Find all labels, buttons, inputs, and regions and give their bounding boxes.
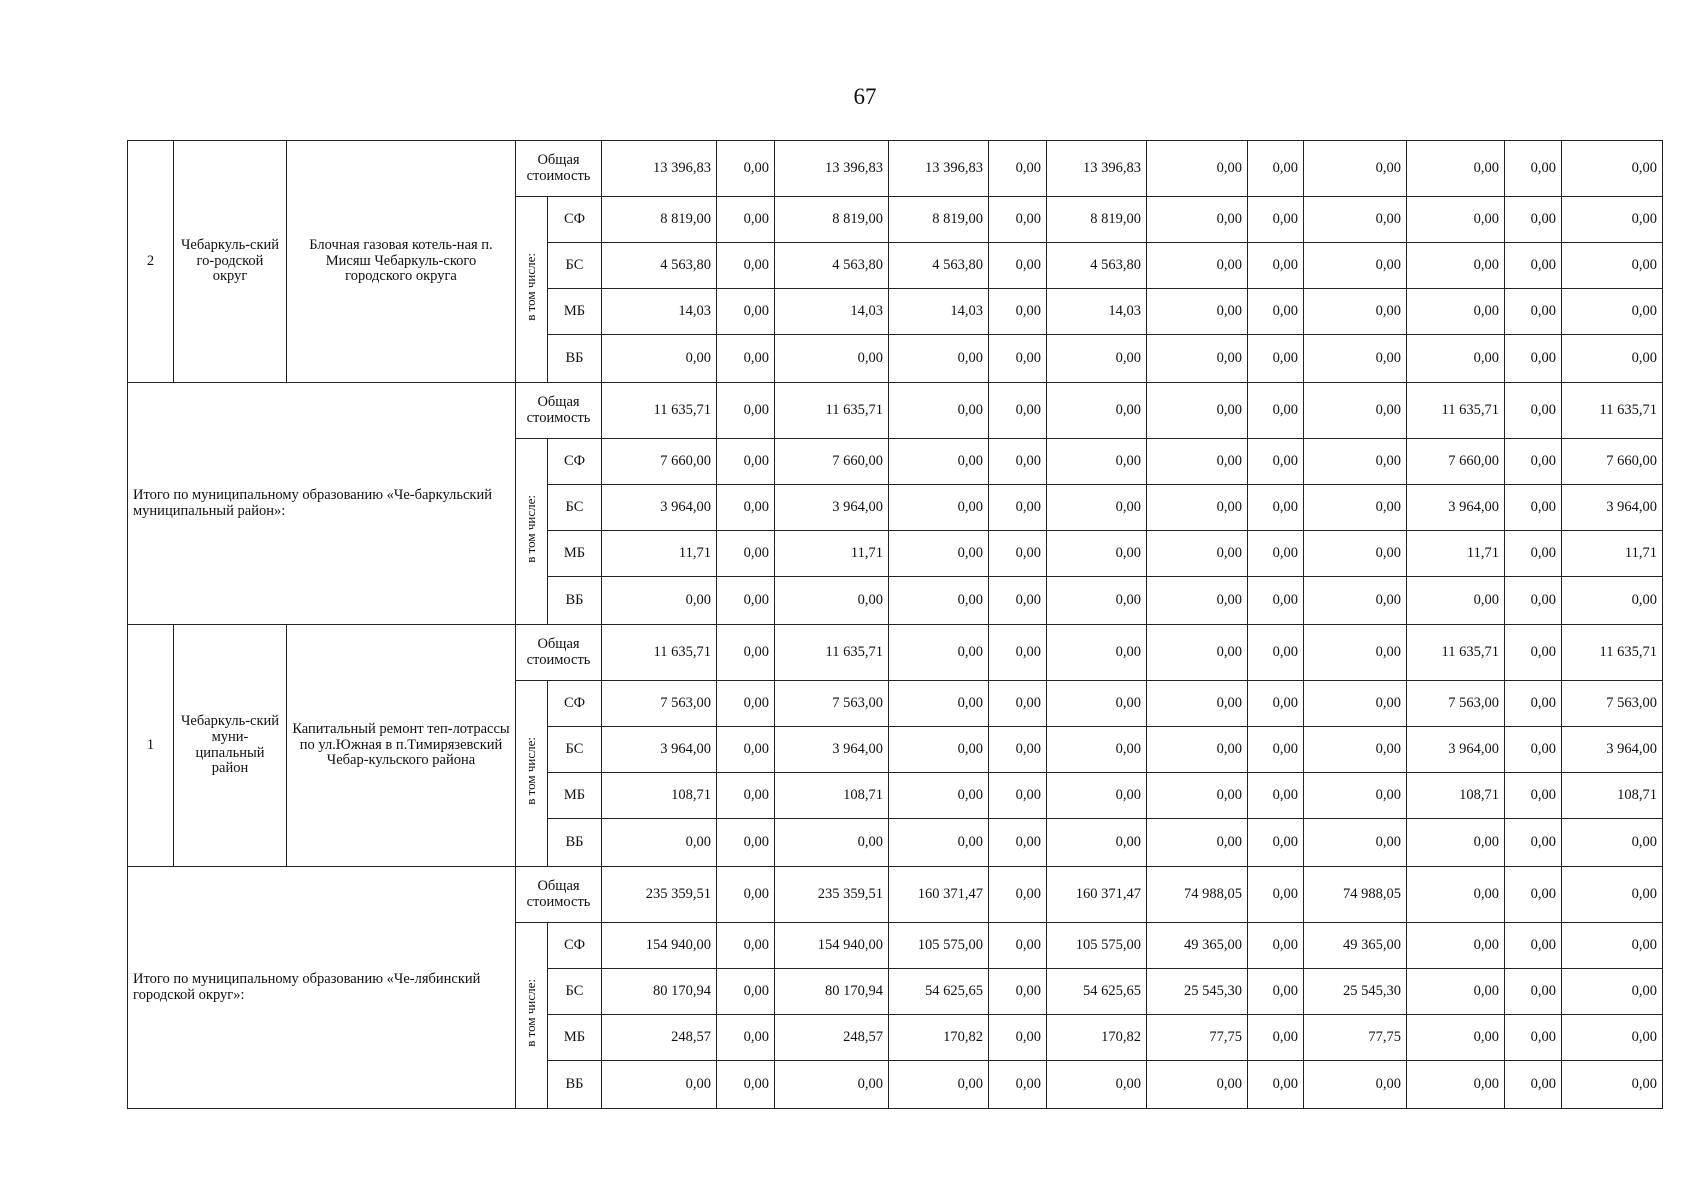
value-cell: 0,00 <box>1407 577 1505 625</box>
value-cell: 14,03 <box>775 289 889 335</box>
value-cell: 0,00 <box>1505 485 1562 531</box>
value-cell: 0,00 <box>602 1061 717 1109</box>
value-cell: 0,00 <box>889 681 989 727</box>
value-cell: 0,00 <box>717 243 775 289</box>
value-cell: 160 371,47 <box>1047 867 1147 923</box>
value-cell: 0,00 <box>1047 531 1147 577</box>
page-number: 67 <box>853 84 877 109</box>
value-cell: 7 563,00 <box>1407 681 1505 727</box>
total-cost-label: Общая стоимость <box>516 383 602 439</box>
value-cell: 0,00 <box>1304 243 1407 289</box>
value-cell: 0,00 <box>1562 969 1663 1015</box>
value-cell: 3 964,00 <box>602 727 717 773</box>
value-cell: 8 819,00 <box>889 197 989 243</box>
value-cell: 49 365,00 <box>1304 923 1407 969</box>
value-cell: 14,03 <box>602 289 717 335</box>
funding-source: СФ <box>548 439 602 485</box>
value-cell: 0,00 <box>1407 1015 1505 1061</box>
value-cell: 11 635,71 <box>602 625 717 681</box>
including-label <box>516 439 548 625</box>
funding-source: МБ <box>548 1015 602 1061</box>
value-cell: 0,00 <box>717 289 775 335</box>
value-cell: 0,00 <box>889 383 989 439</box>
value-cell: 0,00 <box>1147 197 1248 243</box>
value-cell: 4 563,80 <box>775 243 889 289</box>
value-cell: 0,00 <box>1147 727 1248 773</box>
value-cell: 235 359,51 <box>775 867 889 923</box>
value-cell: 0,00 <box>1304 773 1407 819</box>
value-cell: 0,00 <box>989 969 1047 1015</box>
value-cell: 13 396,83 <box>889 141 989 197</box>
value-cell: 0,00 <box>1248 243 1304 289</box>
value-cell: 0,00 <box>717 1015 775 1061</box>
value-cell: 13 396,83 <box>602 141 717 197</box>
value-cell: 0,00 <box>1304 681 1407 727</box>
value-cell: 0,00 <box>1147 335 1248 383</box>
value-cell: 0,00 <box>989 923 1047 969</box>
value-cell: 0,00 <box>1505 141 1562 197</box>
value-cell: 0,00 <box>1407 819 1505 867</box>
table-row <box>128 625 1663 681</box>
value-cell: 80 170,94 <box>602 969 717 1015</box>
value-cell: 0,00 <box>717 197 775 243</box>
value-cell: 108,71 <box>1407 773 1505 819</box>
value-cell: 0,00 <box>1147 625 1248 681</box>
value-cell: 49 365,00 <box>1147 923 1248 969</box>
value-cell: 160 371,47 <box>889 867 989 923</box>
value-cell: 0,00 <box>1505 923 1562 969</box>
value-cell: 7 660,00 <box>775 439 889 485</box>
value-cell: 0,00 <box>1304 1061 1407 1109</box>
value-cell: 8 819,00 <box>775 197 889 243</box>
value-cell: 0,00 <box>775 819 889 867</box>
value-cell: 0,00 <box>989 819 1047 867</box>
funding-source: БС <box>548 727 602 773</box>
value-cell: 0,00 <box>775 1061 889 1109</box>
value-cell: 0,00 <box>889 773 989 819</box>
value-cell: 3 964,00 <box>775 727 889 773</box>
including-text: в том числе: <box>523 495 539 563</box>
value-cell: 0,00 <box>1505 439 1562 485</box>
value-cell: 0,00 <box>889 439 989 485</box>
funding-source: МБ <box>548 773 602 819</box>
value-cell: 0,00 <box>1248 923 1304 969</box>
value-cell: 0,00 <box>602 819 717 867</box>
value-cell: 0,00 <box>1147 439 1248 485</box>
value-cell: 0,00 <box>1047 383 1147 439</box>
total-row <box>128 867 1663 923</box>
value-cell: 0,00 <box>1147 773 1248 819</box>
value-cell: 0,00 <box>1147 485 1248 531</box>
value-cell: 0,00 <box>1248 335 1304 383</box>
funding-source: БС <box>548 485 602 531</box>
value-cell: 0,00 <box>1248 773 1304 819</box>
value-cell: 0,00 <box>1147 819 1248 867</box>
value-cell: 0,00 <box>1505 819 1562 867</box>
table-body <box>128 141 1663 1109</box>
value-cell: 0,00 <box>1505 1015 1562 1061</box>
value-cell: 14,03 <box>1047 289 1147 335</box>
value-cell: 11 635,71 <box>1562 383 1663 439</box>
value-cell: 0,00 <box>1248 1015 1304 1061</box>
value-cell: 0,00 <box>989 243 1047 289</box>
value-cell: 0,00 <box>1047 335 1147 383</box>
table-row <box>128 141 1663 197</box>
value-cell: 0,00 <box>717 577 775 625</box>
value-cell: 0,00 <box>1562 141 1663 197</box>
value-cell: 77,75 <box>1147 1015 1248 1061</box>
value-cell: 108,71 <box>775 773 889 819</box>
value-cell: 0,00 <box>889 819 989 867</box>
value-cell: 0,00 <box>1505 681 1562 727</box>
value-cell: 25 545,30 <box>1304 969 1407 1015</box>
including-text: в том числе: <box>523 979 539 1047</box>
value-cell: 0,00 <box>989 681 1047 727</box>
value-cell: 0,00 <box>1562 867 1663 923</box>
value-cell: 0,00 <box>1248 485 1304 531</box>
value-cell: 0,00 <box>1407 335 1505 383</box>
value-cell: 0,00 <box>1505 531 1562 577</box>
value-cell: 0,00 <box>1147 383 1248 439</box>
value-cell: 0,00 <box>717 867 775 923</box>
funding-source: ВБ <box>548 1061 602 1109</box>
funding-source: МБ <box>548 531 602 577</box>
value-cell: 0,00 <box>1047 819 1147 867</box>
value-cell: 7 563,00 <box>1562 681 1663 727</box>
value-cell: 0,00 <box>717 773 775 819</box>
value-cell: 105 575,00 <box>889 923 989 969</box>
value-cell: 154 940,00 <box>602 923 717 969</box>
value-cell: 0,00 <box>1505 867 1562 923</box>
value-cell: 0,00 <box>717 819 775 867</box>
value-cell: 0,00 <box>717 625 775 681</box>
value-cell: 0,00 <box>1562 577 1663 625</box>
value-cell: 0,00 <box>775 335 889 383</box>
value-cell: 8 819,00 <box>1047 197 1147 243</box>
value-cell: 0,00 <box>1304 625 1407 681</box>
value-cell: 0,00 <box>1248 681 1304 727</box>
funding-source: ВБ <box>548 819 602 867</box>
value-cell: 11 635,71 <box>1562 625 1663 681</box>
total-title: Итого по муниципальному образованию «Че-лябинский городской округ»: <box>128 867 516 1109</box>
value-cell: 0,00 <box>1248 197 1304 243</box>
value-cell: 25 545,30 <box>1147 969 1248 1015</box>
funding-source: СФ <box>548 681 602 727</box>
value-cell: 170,82 <box>889 1015 989 1061</box>
funding-source: МБ <box>548 289 602 335</box>
value-cell: 7 563,00 <box>602 681 717 727</box>
value-cell: 0,00 <box>1505 727 1562 773</box>
value-cell: 0,00 <box>989 1015 1047 1061</box>
row-index: 2 <box>128 141 174 383</box>
value-cell: 0,00 <box>989 1061 1047 1109</box>
value-cell: 11 635,71 <box>775 383 889 439</box>
value-cell: 0,00 <box>1304 727 1407 773</box>
value-cell: 170,82 <box>1047 1015 1147 1061</box>
value-cell: 0,00 <box>1505 1061 1562 1109</box>
value-cell: 0,00 <box>1248 531 1304 577</box>
value-cell: 7 660,00 <box>1562 439 1663 485</box>
value-cell: 0,00 <box>989 439 1047 485</box>
row-index: 1 <box>128 625 174 867</box>
value-cell: 0,00 <box>1505 383 1562 439</box>
value-cell: 0,00 <box>1407 969 1505 1015</box>
value-cell: 0,00 <box>889 1061 989 1109</box>
value-cell: 0,00 <box>989 867 1047 923</box>
municipality-name: Чебаркуль-ский муни-ципальный район <box>174 625 287 867</box>
value-cell: 0,00 <box>889 531 989 577</box>
value-cell: 0,00 <box>1047 485 1147 531</box>
value-cell: 0,00 <box>717 141 775 197</box>
value-cell: 7 563,00 <box>775 681 889 727</box>
value-cell: 0,00 <box>1248 1061 1304 1109</box>
value-cell: 0,00 <box>989 289 1047 335</box>
value-cell: 0,00 <box>1248 141 1304 197</box>
value-cell: 0,00 <box>989 335 1047 383</box>
value-cell: 0,00 <box>1304 289 1407 335</box>
municipality-name: Чебаркуль-ский го-родской округ <box>174 141 287 383</box>
value-cell: 0,00 <box>889 335 989 383</box>
value-cell: 0,00 <box>1147 681 1248 727</box>
value-cell: 8 819,00 <box>602 197 717 243</box>
funding-source: ВБ <box>548 577 602 625</box>
value-cell: 0,00 <box>717 335 775 383</box>
value-cell: 0,00 <box>717 681 775 727</box>
value-cell: 0,00 <box>989 485 1047 531</box>
value-cell: 0,00 <box>989 773 1047 819</box>
value-cell: 0,00 <box>1505 577 1562 625</box>
value-cell: 11 635,71 <box>602 383 717 439</box>
value-cell: 108,71 <box>602 773 717 819</box>
value-cell: 0,00 <box>1562 335 1663 383</box>
total-cost-label: Общая стоимость <box>516 867 602 923</box>
value-cell: 4 563,80 <box>889 243 989 289</box>
value-cell: 0,00 <box>1248 969 1304 1015</box>
value-cell: 0,00 <box>989 531 1047 577</box>
value-cell: 0,00 <box>889 485 989 531</box>
value-cell: 0,00 <box>889 625 989 681</box>
value-cell: 11,71 <box>775 531 889 577</box>
value-cell: 0,00 <box>989 383 1047 439</box>
value-cell: 0,00 <box>1047 1061 1147 1109</box>
value-cell: 0,00 <box>1562 1015 1663 1061</box>
value-cell: 0,00 <box>1407 1061 1505 1109</box>
value-cell: 0,00 <box>1304 197 1407 243</box>
value-cell: 0,00 <box>717 969 775 1015</box>
value-cell: 0,00 <box>989 577 1047 625</box>
value-cell: 4 563,80 <box>1047 243 1147 289</box>
value-cell: 77,75 <box>1304 1015 1407 1061</box>
including-label <box>516 923 548 1109</box>
including-label <box>516 197 548 383</box>
total-cost-label: Общая стоимость <box>516 625 602 681</box>
value-cell: 7 660,00 <box>602 439 717 485</box>
value-cell: 74 988,05 <box>1147 867 1248 923</box>
value-cell: 0,00 <box>1562 923 1663 969</box>
value-cell: 13 396,83 <box>1047 141 1147 197</box>
value-cell: 0,00 <box>1505 969 1562 1015</box>
value-cell: 0,00 <box>717 485 775 531</box>
value-cell: 3 964,00 <box>1562 485 1663 531</box>
value-cell: 0,00 <box>1248 625 1304 681</box>
value-cell: 3 964,00 <box>775 485 889 531</box>
value-cell: 0,00 <box>1248 867 1304 923</box>
value-cell: 11 635,71 <box>1407 625 1505 681</box>
value-cell: 0,00 <box>1505 289 1562 335</box>
value-cell: 80 170,94 <box>775 969 889 1015</box>
value-cell: 0,00 <box>717 531 775 577</box>
value-cell: 235 359,51 <box>602 867 717 923</box>
value-cell: 0,00 <box>1304 383 1407 439</box>
value-cell: 0,00 <box>1147 1061 1248 1109</box>
budget-table <box>127 140 1663 1109</box>
value-cell: 13 396,83 <box>775 141 889 197</box>
total-row <box>128 383 1663 439</box>
value-cell: 0,00 <box>717 1061 775 1109</box>
value-cell: 0,00 <box>1505 335 1562 383</box>
value-cell: 0,00 <box>1248 577 1304 625</box>
funding-source: БС <box>548 243 602 289</box>
value-cell: 0,00 <box>717 383 775 439</box>
value-cell: 0,00 <box>1562 1061 1663 1109</box>
value-cell: 0,00 <box>717 439 775 485</box>
value-cell: 0,00 <box>1047 439 1147 485</box>
value-cell: 0,00 <box>1304 141 1407 197</box>
value-cell: 0,00 <box>1147 141 1248 197</box>
total-title: Итого по муниципальному образованию «Че-баркульский муниципальный район»: <box>128 383 516 625</box>
value-cell: 0,00 <box>989 141 1047 197</box>
value-cell: 0,00 <box>989 727 1047 773</box>
value-cell: 0,00 <box>1505 773 1562 819</box>
value-cell: 0,00 <box>717 923 775 969</box>
value-cell: 0,00 <box>1047 625 1147 681</box>
value-cell: 0,00 <box>1147 243 1248 289</box>
value-cell: 0,00 <box>889 577 989 625</box>
value-cell: 3 964,00 <box>1407 727 1505 773</box>
value-cell: 0,00 <box>1407 197 1505 243</box>
value-cell: 0,00 <box>889 727 989 773</box>
funding-source: СФ <box>548 923 602 969</box>
value-cell: 11 635,71 <box>1407 383 1505 439</box>
value-cell: 0,00 <box>1248 727 1304 773</box>
value-cell: 248,57 <box>602 1015 717 1061</box>
funding-source: БС <box>548 969 602 1015</box>
value-cell: 54 625,65 <box>889 969 989 1015</box>
value-cell: 0,00 <box>1304 439 1407 485</box>
value-cell: 0,00 <box>1562 243 1663 289</box>
funding-source: СФ <box>548 197 602 243</box>
including-text: в том числе: <box>523 253 539 321</box>
value-cell: 7 660,00 <box>1407 439 1505 485</box>
value-cell: 105 575,00 <box>1047 923 1147 969</box>
value-cell: 0,00 <box>1147 531 1248 577</box>
value-cell: 11,71 <box>1562 531 1663 577</box>
value-cell: 0,00 <box>1304 531 1407 577</box>
value-cell: 0,00 <box>989 625 1047 681</box>
value-cell: 0,00 <box>989 197 1047 243</box>
value-cell: 0,00 <box>775 577 889 625</box>
funding-source: ВБ <box>548 335 602 383</box>
value-cell: 0,00 <box>1505 243 1562 289</box>
object-name: Блочная газовая котель-ная п. Мисяш Чебаркуль-ского городского округа <box>287 141 516 383</box>
value-cell: 11,71 <box>1407 531 1505 577</box>
value-cell: 0,00 <box>1407 923 1505 969</box>
value-cell: 0,00 <box>1304 577 1407 625</box>
value-cell: 0,00 <box>1248 289 1304 335</box>
including-label <box>516 681 548 867</box>
value-cell: 0,00 <box>1304 335 1407 383</box>
value-cell: 14,03 <box>889 289 989 335</box>
value-cell: 0,00 <box>1047 681 1147 727</box>
value-cell: 3 964,00 <box>1562 727 1663 773</box>
value-cell: 3 964,00 <box>602 485 717 531</box>
object-name: Капитальный ремонт теп-лотрассы по ул.Южная в п.Тимирязевский Чебар-кульского района <box>287 625 516 867</box>
value-cell: 0,00 <box>1562 289 1663 335</box>
value-cell: 248,57 <box>775 1015 889 1061</box>
value-cell: 0,00 <box>1407 289 1505 335</box>
value-cell: 108,71 <box>1562 773 1663 819</box>
value-cell: 0,00 <box>1304 819 1407 867</box>
value-cell: 0,00 <box>1047 577 1147 625</box>
value-cell: 0,00 <box>1562 819 1663 867</box>
value-cell: 74 988,05 <box>1304 867 1407 923</box>
value-cell: 0,00 <box>1147 289 1248 335</box>
including-text: в том числе: <box>523 737 539 805</box>
value-cell: 0,00 <box>1248 383 1304 439</box>
value-cell: 0,00 <box>1407 867 1505 923</box>
value-cell: 4 563,80 <box>602 243 717 289</box>
value-cell: 0,00 <box>1304 485 1407 531</box>
value-cell: 0,00 <box>602 335 717 383</box>
value-cell: 11,71 <box>602 531 717 577</box>
value-cell: 0,00 <box>602 577 717 625</box>
value-cell: 0,00 <box>717 727 775 773</box>
value-cell: 11 635,71 <box>775 625 889 681</box>
value-cell: 0,00 <box>1248 819 1304 867</box>
value-cell: 0,00 <box>1248 439 1304 485</box>
value-cell: 0,00 <box>1407 243 1505 289</box>
total-cost-label: Общая стоимость <box>516 141 602 197</box>
value-cell: 0,00 <box>1047 727 1147 773</box>
value-cell: 0,00 <box>1407 141 1505 197</box>
value-cell: 0,00 <box>1562 197 1663 243</box>
value-cell: 0,00 <box>1505 625 1562 681</box>
value-cell: 154 940,00 <box>775 923 889 969</box>
value-cell: 0,00 <box>1047 773 1147 819</box>
value-cell: 0,00 <box>1505 197 1562 243</box>
value-cell: 54 625,65 <box>1047 969 1147 1015</box>
value-cell: 0,00 <box>1147 577 1248 625</box>
value-cell: 3 964,00 <box>1407 485 1505 531</box>
